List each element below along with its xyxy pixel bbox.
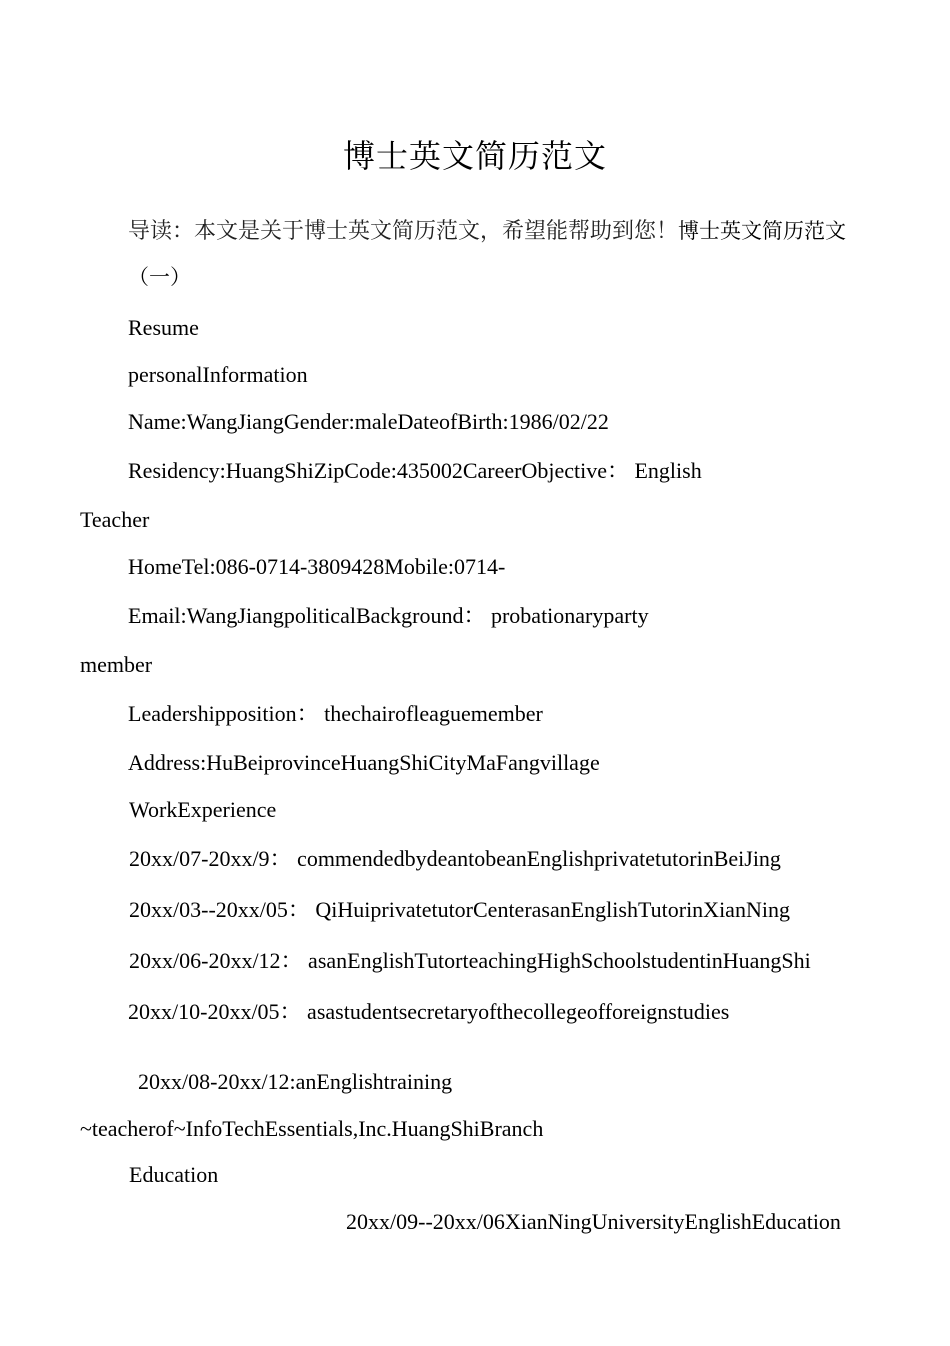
education-item: 20xx/09--20xx/06XianNingUniversityEnglishEducation (346, 1209, 841, 1234)
work-item: 20xx/06-20xx/12： asanEnglishTutorteachingHighSchoolstudentinHuangShi (129, 948, 811, 973)
work-item: 20xx/08-20xx/12:anEnglishtraining (138, 1069, 453, 1094)
work-item: 20xx/07-20xx/9： commendedbydeantobeanEnglishprivatetutorinBeiJing (129, 846, 781, 871)
address-line: Address:HuBeiprovinceHuangShiCityMaFangvillage (128, 750, 600, 775)
residency-continuation: Teacher (80, 507, 150, 532)
leadership-line: Leadershipposition： thechairofleaguemember (128, 701, 543, 726)
intro-subtitle: 博士英文简历范文（一） (128, 219, 847, 289)
residency-line: Residency:HuangShiZipCode:435002CareerObjective： English (128, 458, 702, 483)
resume-heading: Resume (128, 315, 199, 340)
personal-info-heading: personalInformation (128, 362, 308, 387)
email-line: Email:WangJiangpoliticalBackground： probationaryparty (128, 603, 649, 628)
name-line: Name:WangJiangGender:maleDateofBirth:1986/02/22 (128, 409, 609, 434)
tel-line: HomeTel:086-0714-3809428Mobile:0714- (128, 554, 506, 579)
work-experience-heading: WorkExperience (129, 797, 277, 822)
email-continuation: member (80, 652, 153, 677)
intro-lead: 导读：本文是关于博士英文简历范文，希望能帮助到您！ (128, 218, 679, 243)
work-item-continuation: ~teacherof~InfoTechEssentials,Inc.HuangShiBranch (80, 1116, 544, 1141)
document-title: 博士英文简历范文 (342, 137, 607, 175)
work-item: 20xx/03--20xx/05： QiHuiprivatetutorCenterasanEnglishTutorinXianNing (129, 897, 790, 922)
education-heading: Education (129, 1162, 219, 1187)
intro-paragraph (128, 208, 868, 300)
work-item: 20xx/10-20xx/05： asastudentsecretaryofthecollegeofforeignstudies (128, 999, 730, 1024)
